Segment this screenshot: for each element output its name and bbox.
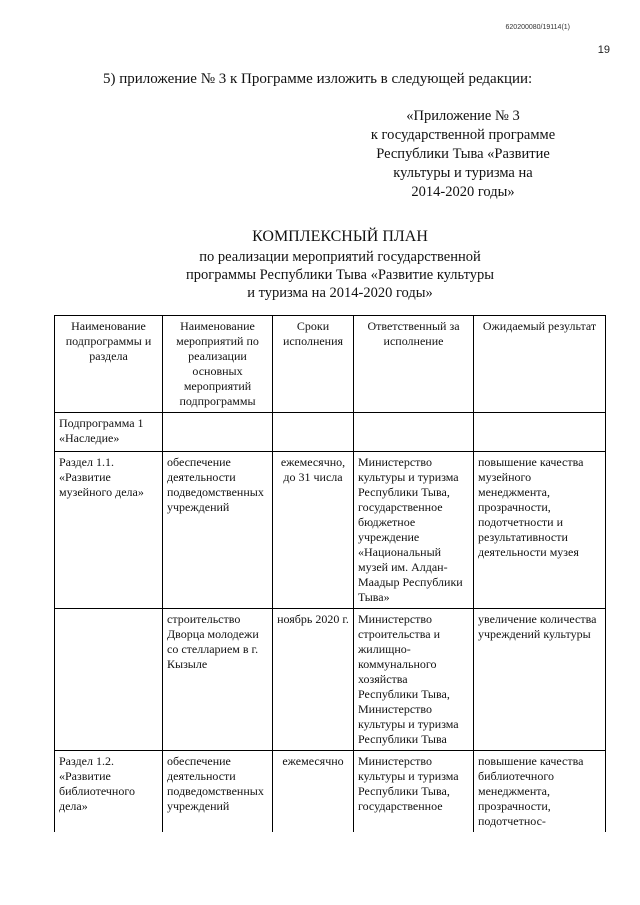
table-cell: Министерство строительства и жилищно-коммунального хозяйства Республики Тыва, Министерство культуры и туризма Республики Тыва [354, 609, 474, 751]
table-cell: Министерство культуры и туризма Республики Тыва, государственное [354, 751, 474, 833]
plan-subtitle [140, 248, 540, 302]
table-row [55, 452, 606, 609]
header-result: Ожидаемый результат [474, 316, 606, 413]
plan-subtitle-line: по реализации мероприятий государственной [199, 249, 481, 265]
header-deadlines: Сроки исполнения [273, 316, 354, 413]
table-cell [354, 413, 474, 452]
appendix-line: культуры и туризма на [393, 165, 533, 181]
appendix-line: Республики Тыва «Развитие [376, 146, 550, 162]
table-cell: ноябрь 2020 г. [273, 609, 354, 751]
plan-title: КОМПЛЕКСНЫЙ ПЛАН [252, 228, 428, 245]
table-cell [273, 413, 354, 452]
amendment-intro: 5) приложение № 3 к Программе изложить в следующей редакции: [103, 71, 533, 87]
table-cell: Раздел 1.1. «Развитие музейного дела» [55, 452, 163, 609]
table-row [55, 609, 606, 751]
table-row [55, 751, 606, 833]
table-cell: ежемесячно, до 31 числа [273, 452, 354, 609]
plan-subtitle-line: программы Республики Тыва «Развитие культуры [186, 267, 494, 283]
header-activities: Наименование мероприятий по реализации основных мероприятий подпрограммы [163, 316, 273, 413]
table-cell: строительство Дворца молодежи со стелларием в г. Кызыле [163, 609, 273, 751]
table-cell: обеспечение деятельности подведомственных учреждений [163, 751, 273, 833]
appendix-line: 2014-2020 годы» [411, 184, 515, 200]
appendix-line: «Приложение № 3 [406, 108, 520, 124]
appendix-heading [338, 107, 588, 202]
plan-table [54, 315, 606, 832]
table-cell: Подпрограмма 1 «Наследие» [55, 413, 163, 452]
plan-subtitle-line: и туризма на 2014-2020 годы» [247, 285, 433, 301]
table-cell: повышение качества музейного менеджмента, прозрачности, подотчетности и результативности деятельности музея [474, 452, 606, 609]
table-cell [163, 413, 273, 452]
table-cell: Министерство культуры и туризма Республики Тыва, государственное бюджетное учреждение «Национальный музей им. Алдан-Маадыр Республики Тыва» [354, 452, 474, 609]
table-row [55, 413, 606, 452]
table-header-row [55, 316, 606, 413]
table-cell: повышение качества библиотечного менеджмента, прозрачности, подотчетнос- [474, 751, 606, 833]
table-cell: Раздел 1.2. «Развитие библиотечного дела» [55, 751, 163, 833]
table-cell: увеличение количества учреждений культуры [474, 609, 606, 751]
header-responsible: Ответственный за исполнение [354, 316, 474, 413]
table-cell: ежемесячно [273, 751, 354, 833]
document-code: 620200080/19114(1) [505, 24, 570, 31]
header-subprogram: Наименование подпрограммы и раздела [55, 316, 163, 413]
table-cell: обеспечение деятельности подведомственных учреждений [163, 452, 273, 609]
table-cell [474, 413, 606, 452]
table-cell [55, 609, 163, 751]
appendix-line: к государственной программе [370, 127, 556, 143]
page-number: 19 [597, 44, 610, 56]
